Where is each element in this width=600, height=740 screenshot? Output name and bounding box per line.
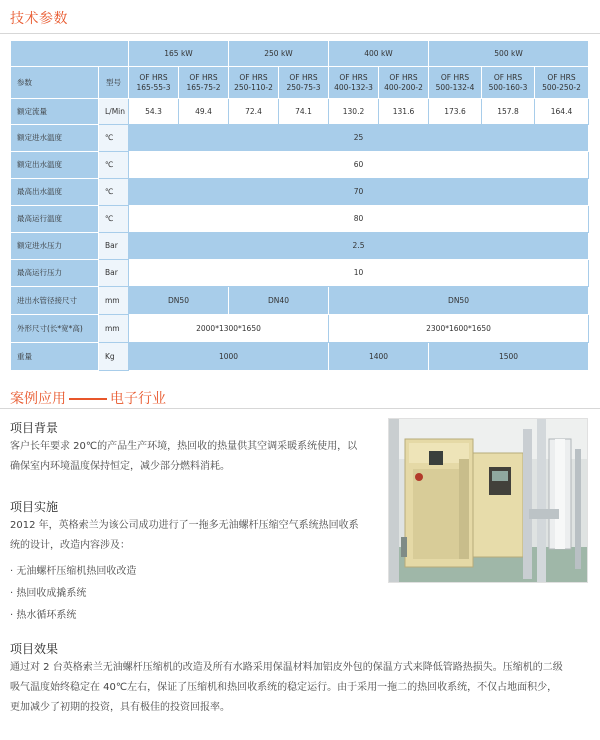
row-value: 10 xyxy=(129,260,589,287)
power-165: 165 kW xyxy=(129,41,229,67)
row-value: 25 xyxy=(129,125,589,152)
case-section-title xyxy=(10,388,166,408)
pipe-value: DN40 xyxy=(229,287,329,315)
flow-value: 130.2 xyxy=(329,99,379,125)
row-unit: Bar xyxy=(99,260,129,287)
model-cell: OF HRS 165-55-3 xyxy=(129,67,179,99)
model-cell: OF HRS 400-132-3 xyxy=(329,67,379,99)
param-label: 参数 xyxy=(11,67,99,99)
row-unit: ℃ xyxy=(99,125,129,152)
pipe-label: 进出水管径接尺寸 xyxy=(11,287,99,315)
title-dash xyxy=(69,398,107,400)
power-header-row xyxy=(11,41,589,67)
flow-value: 72.4 xyxy=(229,99,279,125)
dims-row xyxy=(11,315,589,343)
implementation-heading: 项目实施 xyxy=(10,500,59,514)
weight-row xyxy=(11,343,589,371)
spec-table xyxy=(10,40,589,371)
model-cell: OF HRS 500-132-4 xyxy=(429,67,482,99)
row-label: 最高运行温度 xyxy=(11,206,99,233)
dims-value: 2000*1300*1650 xyxy=(129,315,329,343)
row-value: 2.5 xyxy=(129,233,589,260)
pipe-value: DN50 xyxy=(329,287,589,315)
bullet-item: · 无油螺杆压缩机热回收改造 xyxy=(10,566,137,577)
row-label: 最高出水温度 xyxy=(11,179,99,206)
pipe-value: DN50 xyxy=(129,287,229,315)
weight-value: 1500 xyxy=(429,343,589,371)
dims-unit: mm xyxy=(99,315,129,343)
pipe-unit: mm xyxy=(99,287,129,315)
row-label: 最高运行压力 xyxy=(11,260,99,287)
spec-row xyxy=(11,206,589,233)
corner-cell xyxy=(11,41,129,67)
flow-value: 74.1 xyxy=(279,99,329,125)
weight-value: 1400 xyxy=(329,343,429,371)
background-text: 客户长年要求 20℃的产品生产环境，热回收的热量供其空调采暖系统使用，以 确保室内环境温度保持恒定，减少部分燃料消耗。 xyxy=(10,441,358,472)
model-cell: OF HRS 500-160-3 xyxy=(482,67,535,99)
power-400: 400 kW xyxy=(329,41,429,67)
spec-row xyxy=(11,179,589,206)
spec-row xyxy=(11,152,589,179)
row-unit: ℃ xyxy=(99,206,129,233)
row-label: 额定进水压力 xyxy=(11,233,99,260)
flow-row xyxy=(11,99,589,125)
spec-row xyxy=(11,233,589,260)
weight-label: 重量 xyxy=(11,343,99,371)
case-title-left: 案例应用 xyxy=(10,391,66,407)
dims-label: 外形尺寸(长*宽*高) xyxy=(11,315,99,343)
row-label: 额定出水温度 xyxy=(11,152,99,179)
pipe-row xyxy=(11,287,589,315)
flow-value: 164.4 xyxy=(535,99,589,125)
spec-section-title: 技术参数 xyxy=(10,11,68,27)
flow-label: 额定流量 xyxy=(11,99,99,125)
flow-value: 54.3 xyxy=(129,99,179,125)
row-value: 60 xyxy=(129,152,589,179)
model-cell: OF HRS 165-75-2 xyxy=(179,67,229,99)
power-500: 500 kW xyxy=(429,41,589,67)
model-cell: OF HRS 500-250-2 xyxy=(535,67,589,99)
dims-value: 2300*1600*1650 xyxy=(329,315,589,343)
bullet-item: · 热回收成撬系统 xyxy=(10,588,87,599)
row-unit: ℃ xyxy=(99,179,129,206)
flow-value: 131.6 xyxy=(379,99,429,125)
divider xyxy=(0,33,600,34)
result-text: 通过对 2 台英格索兰无油螺杆压缩机的改造及所有水路采用保温材料加铝皮外包的保温方式来降低管路热损失。压缩机的二级 吸气温度始终稳定在 40℃左右，保证了压缩机和热回收系统的稳定运行。由于采用一拖二的热回收系统，不仅占地面积少， 更加减少了初期的投资，具有极佳的投资回报率。 xyxy=(10,662,563,713)
row-unit: ℃ xyxy=(99,152,129,179)
model-cell: OF HRS 250-110-2 xyxy=(229,67,279,99)
flow-value: 157.8 xyxy=(482,99,535,125)
model-cell: OF HRS 250-75-3 xyxy=(279,67,329,99)
model-label: 型号 xyxy=(99,67,129,99)
bullet-item: · 热水循环系统 xyxy=(10,610,77,621)
flow-unit: L/Min xyxy=(99,99,129,125)
weight-value: 1000 xyxy=(129,343,329,371)
flow-value: 173.6 xyxy=(429,99,482,125)
implementation-text: 2012 年，英格索兰为该公司成功进行了一拖多无油螺杆压缩空气系统热回收系 统的设计，改造内容涉及： xyxy=(10,520,359,551)
divider xyxy=(0,408,600,409)
row-value: 70 xyxy=(129,179,589,206)
spec-row xyxy=(11,260,589,287)
flow-value: 49.4 xyxy=(179,99,229,125)
spec-row xyxy=(11,125,589,152)
row-unit: Bar xyxy=(99,233,129,260)
row-label: 额定进水温度 xyxy=(11,125,99,152)
model-cell: OF HRS 400-200-2 xyxy=(379,67,429,99)
result-heading: 项目效果 xyxy=(10,642,59,656)
case-title-right: 电子行业 xyxy=(110,391,166,407)
weight-unit: Kg xyxy=(99,343,129,371)
row-value: 80 xyxy=(129,206,589,233)
compressor-room-photo xyxy=(388,418,588,583)
background-heading: 项目背景 xyxy=(10,421,59,435)
model-row xyxy=(11,67,589,99)
power-250: 250 kW xyxy=(229,41,329,67)
